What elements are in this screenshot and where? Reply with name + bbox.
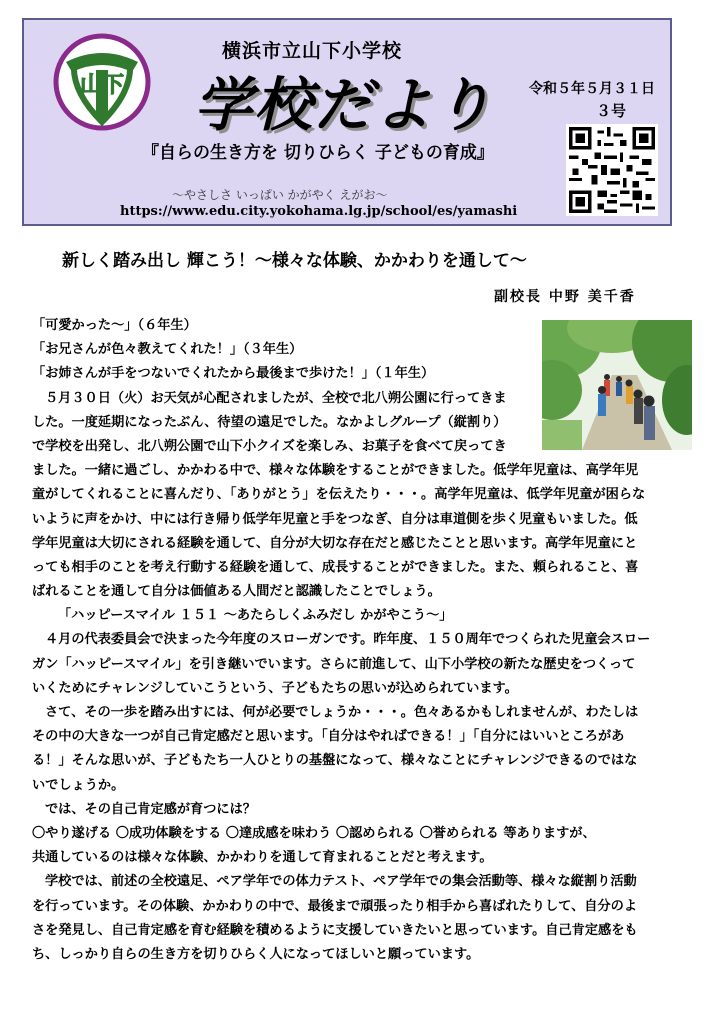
article-line: ５月３０日（火）お天気が心配されましたが、全校で北八朔公園に行ってきま	[45, 390, 507, 406]
article-line: 〇やり遂げる 〇成功体験をする 〇達成感を味わう 〇認められる 〇誉められる 等ありますが、	[32, 825, 596, 841]
article-line: 童がしてくれることに喜んだり、「ありがとう」を伝えたり・・・。高学年児童は、低学年児童が困らな	[32, 487, 646, 503]
article-line: さて、その一歩を踏み出すには、何が必要でしょうか・・・。色々あるかもしれませんが、わたしは	[45, 705, 639, 720]
article-headline: 新しく踏み出し 輝こう！～様々な体験、かかわりを通して～	[62, 251, 527, 271]
article-line: っても相手のことを考え行動する経験を通して、成長することができました。また、頼られること、喜	[32, 559, 639, 575]
article-line: 「ハッピースマイル １５１ ～あたらしくふみだし かがやこう～」	[58, 608, 453, 624]
article-line: 学校では、前述の全校遠足、ペア学年での体力テスト、ペア学年での集会活動等、様々な縦割り活動	[45, 874, 637, 890]
article-line: いくためにチャレンジしていこうという、子どもたちの思いが込められています。	[32, 680, 518, 696]
article-line: 「お兄さんが色々教えてくれた！」（３年生）	[32, 342, 303, 358]
article-line: ４月の代表委員会で決まった今年度のスローガンです。昨年度、１５０周年でつくられた児童会スロー	[45, 632, 651, 648]
newsletter-header	[22, 18, 672, 226]
article-line: ました。一緒に過ごし、かかわる中で、様々な体験をすることができました。低学年児童は、高学年児	[32, 463, 639, 479]
newsletter-title: 学校だより	[194, 71, 495, 139]
article-line: いように声をかけ、中には行き帰り低学年児童と手をつなぎ、自分は車道側を歩く児童もいました。低	[32, 511, 638, 527]
article-line: 「可愛かった～」（６年生）	[32, 318, 197, 333]
article-line: ち、しっかり自らの生き方を切りひらく人になってほしいと願っています。	[32, 946, 480, 962]
issue-number: ３号	[596, 102, 627, 120]
school-slogan: ～やさしさ いっぱい かがやく えがお～	[172, 188, 388, 202]
article-line: いでしょうか。	[32, 777, 125, 793]
article-line: ガン「ハッピースマイル」を引き継いでいます。さらに前進して、山下小学校の新たな歴史をつくって	[32, 656, 636, 672]
qr-code[interactable]	[566, 124, 658, 216]
article-line: その中の大きな一つが自己肯定感だと思います。「自分はやればできる！」「自分にはいいところがあ	[32, 729, 625, 745]
article-line: で学校を出発し、北八朔公園で山下小クイズを楽しみ、お菓子を食べて戻ってき	[32, 438, 507, 454]
article-line: 共通しているのは様々な体験、かかわりを通して育まれることだと考えます。	[32, 850, 493, 866]
article-line: では、その自己肯定感が育つには？	[45, 801, 256, 817]
article-line: る！」そんな思いが、子どもたち一人ひとりの基盤になって、様々なことにチャレンジできるのではな	[32, 753, 638, 769]
article-line: ばれることを通して自分は価値ある人間だと認識したことでしょう。	[32, 584, 441, 600]
article-line: 「お姉さんが手をつないでくれたから最後まで歩けた！」（１年生）	[32, 366, 435, 382]
article-line: 学年児童は大切にされる経験を通して、自分が大切な存在だと感じたことと思います。高学年児童にと	[32, 535, 638, 551]
article-line: を行っています。その体験、かかわりの中で、最後まで頑張ったり相手から喜ばれたりして、自分のよ	[32, 898, 638, 914]
issue-date: 令和５年５月３１日	[529, 81, 655, 97]
article-line: した。一度延期になったぶん、待望の遠足でした。なかよしグループ（縦割り）	[32, 414, 507, 430]
school-logo	[52, 32, 152, 132]
article-author: 副校長 中野 美千香	[494, 289, 636, 305]
school-url[interactable]: https://www.edu.city.yokohama.lg.jp/school/es/yamashi	[120, 204, 518, 219]
article-body	[32, 314, 678, 967]
logo-text: 山下	[79, 73, 125, 98]
article-line: さを発見し、自己肯定感を育む経験を積めるように支援していきたいと思っています。自己肯定感をも	[32, 922, 638, 938]
school-name: 横浜市立山下小学校	[222, 40, 403, 62]
school-motto: 『自らの生き方を 切りひらく 子どもの育成』	[142, 143, 494, 163]
